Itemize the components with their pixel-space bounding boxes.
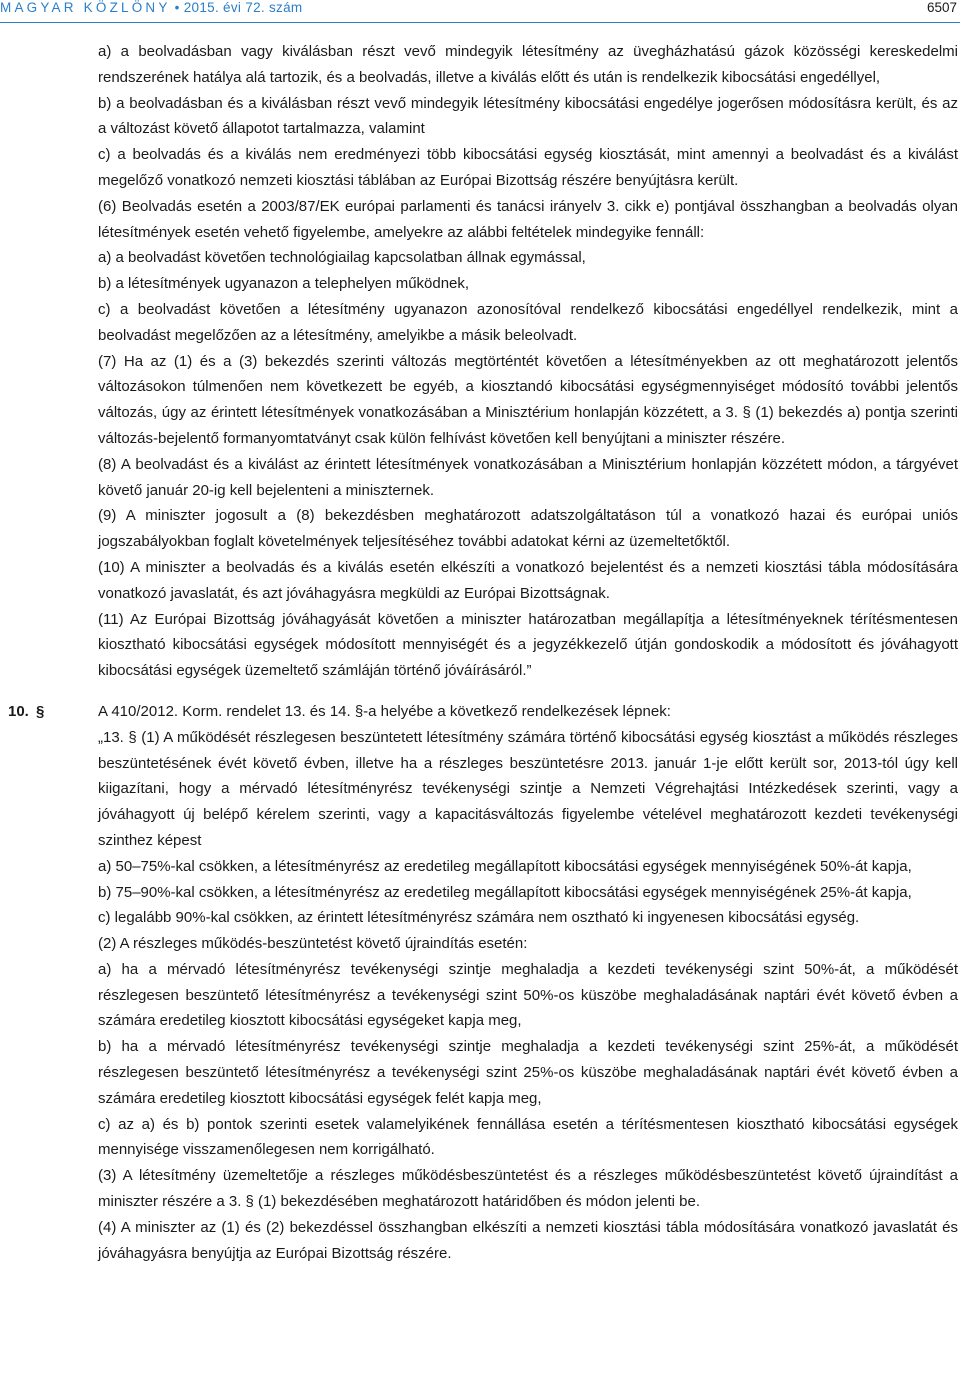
section-number bbox=[8, 699, 88, 725]
paragraph: c) a beolvadást követően a létesítmény ugyanazon azonosítóval rendelkező kibocsátási engedéllyel rendelkezik, mint a beolvadást megelőzően az a létesítmény, amelyikbe a másik beleolvadt. bbox=[98, 300, 958, 344]
paragraph: a) ha a mérvadó létesítményrész tevékenységi szintje meghaladja a kezdeti tevékenységi szint 50%-át, a működését részlegesen beszüntető létesítményrész a tevékenységi szint 50%-os küszöbe meghaladásának naptári évét követő évben a számára eredetileg kiosztott kibocsátási egységeket kapja meg, bbox=[98, 960, 958, 1030]
issue-info: • 2015. évi 72. szám bbox=[174, 0, 303, 15]
paragraph: a) a beolvadást követően technológiailag kapcsolatban állnak egymással, bbox=[98, 249, 586, 267]
header-rule bbox=[0, 22, 960, 23]
paragraph: b) a beolvadásban és a kiválásban részt vevő mindegyik létesítmény kibocsátási engedélye jogerősen módosításra került, és az a változást követő állapotot tartalmazza, valamint bbox=[98, 94, 958, 138]
paragraph: b) 75–90%-kal csökken, a létesítményrész az eredetileg megállapított kibocsátási egységek mennyiségének 25%-át kapja, bbox=[98, 883, 912, 901]
paragraph: b) ha a mérvadó létesítményrész tevékenységi szintje meghaladja a kezdeti tevékenységi szint 25%-át, a működését részlegesen beszüntető létesítményrész a tevékenységi szint 25%-os küszöbe meghaladásának naptári évét követő évben a számára eredetileg kiosztott kibocsátási egységek felét kapja meg, bbox=[98, 1038, 958, 1107]
paragraph: (9) A miniszter jogosult a (8) bekezdésben meghatározott adatszolgáltatáson túl a vonatkozó hazai és európai uniós jogszabályokban foglalt követelmények teljesítéséhez további adatokat kérni az üzemeltetőktől. bbox=[98, 507, 958, 551]
paragraph: (2) A részleges működés-beszüntetést követő újraindítás esetén: bbox=[98, 935, 528, 953]
page-number: 6507 bbox=[926, 0, 957, 15]
paragraph: (4) A miniszter az (1) és (2) bekezdéssel összhangban elkészíti a nemzeti kiosztási tábla módosítására vonatkozó javaslatát és jóváhagyásra benyújtja az Európai Bizottság részére. bbox=[98, 1218, 958, 1262]
running-header bbox=[0, 0, 302, 15]
section-sign: § bbox=[36, 702, 45, 720]
paragraph: c) legalább 90%-kal csökken, az érintett létesítményrész számára nem osztható ki ingyenesen kibocsátási egység. bbox=[98, 909, 860, 927]
paragraph: „13. § (1) A működését részlegesen beszüntetett létesítmény számára történő kibocsátási egység kiosztást a működés részleges beszüntetésének évét követő évben, illetve ha a részleges beszüntetésre 2013. január 1-je előtt került sor, 2013-tól úgy kell kiigazítani, hogy a mérvadó létesítményrész tevékenységi szintje a Nemzeti Végrehajtási Intézkedések szerinti, vagy a jóváhagyott új belépő kérelem szerinti, vagy a kapacitásváltozás figyelembe vételével meghatározott kezdeti tevékenységi szinthez képest bbox=[98, 728, 958, 849]
paragraph: A 410/2012. Korm. rendelet 13. és 14. §-a helyébe a következő rendelkezések lépnek: bbox=[98, 702, 671, 720]
paragraph: a) 50–75%-kal csökken, a létesítményrész az eredetileg megállapított kibocsátási egységek mennyiségének 50%-át kapja, bbox=[98, 857, 912, 875]
paragraph: b) a létesítmények ugyanazon a telephelyen működnek, bbox=[98, 275, 470, 293]
paragraph: (8) A beolvadást és a kiválást az érintett létesítmények vonatkozásában a Minisztérium honlapján közzétett módon, a tárgyévet követő január 20-ig kell bejelenteni a miniszternek. bbox=[98, 455, 958, 499]
paragraph: (10) A miniszter a beolvadás és a kiválás esetén elkészíti a vonatkozó bejelentést és a nemzeti kiosztási tábla módosítására vonatkozó javaslatát, és azt jóváhagyásra megküldi az Európai Bizottságnak. bbox=[98, 558, 958, 602]
section-number-value: 10. bbox=[8, 702, 29, 720]
paragraph: (3) A létesítmény üzemeltetője a részleges működésbeszüntetést és a részleges működésbeszüntetést követő újraindítást a miniszter részére a 3. § (1) bekezdésében meghatározott határidőben és módon jelenti be. bbox=[98, 1167, 958, 1211]
paragraph: (6) Beolvadás esetén a 2003/87/EK európai parlamenti és tanácsi irányelv 3. cikk e) pontjával összhangban a beolvadás olyan létesítmények esetén vehető figyelembe, amelyekre az alábbi feltételek mindegyike fennáll: bbox=[98, 197, 958, 241]
paragraph: (7) Ha az (1) és a (3) bekezdés szerinti változás megtörténtét követően a létesítményekben az ott meghatározott jelentős változásokon túlmenően nem következett be egyéb, a kiosztandó kibocsátási egységmennyiséget módosító további jelentős változás, úgy az érintett létesítmények vonatkozásában a Minisztérium honlapján közzétett, a 3. § (1) bekezdés a) pontja szerinti változás-bejelentő formanyomtatványt csak külön felhívást követően kell benyújtani a miniszter részére. bbox=[98, 352, 958, 447]
section-10 bbox=[8, 699, 958, 1267]
paragraph: c) a beolvadás és a kiválás nem eredményezi több kibocsátási egység kiosztását, mint amennyi a beolvadást és a kiválást megelőző vonatkozó nemzeti kiosztási táblában az Európai Bizottság részére benyújtásra került. bbox=[98, 146, 958, 189]
paragraph: a) a beolvadásban vagy kiválásban részt vevő mindegyik létesítmény az üvegházhatású gázok közösségi kereskedelmi rendszerének hatálya alá tartozik, és a beolvadás, illetve a kiválás előtt és után is rendelkezik kibocsátási engedéllyel, bbox=[98, 43, 958, 86]
paragraph: (11) Az Európai Bizottság jóváhagyását követően a miniszter határozatban megállapítja a létesítményeknek térítésmentesen kiosztható kibocsátási egységek módosított mennyiségét és a jegyzékkezelő útján gondoskodik a módosított és jóváhagyott kibocsátási egységek üzemeltető számláján történő jóváírásáról.” bbox=[98, 610, 958, 680]
publication-masthead: MAGYAR KÖZLÖNY bbox=[0, 0, 171, 15]
page-header bbox=[0, 0, 960, 22]
paragraph: c) az a) és b) pontok szerinti esetek valamelyikének fennállása esetén a térítésmentesen kiosztható kibocsátási egységek mennyisége visszamenőlegesen nem korrigálható. bbox=[98, 1115, 958, 1159]
document-body bbox=[8, 39, 958, 1266]
section-gap bbox=[98, 684, 958, 699]
